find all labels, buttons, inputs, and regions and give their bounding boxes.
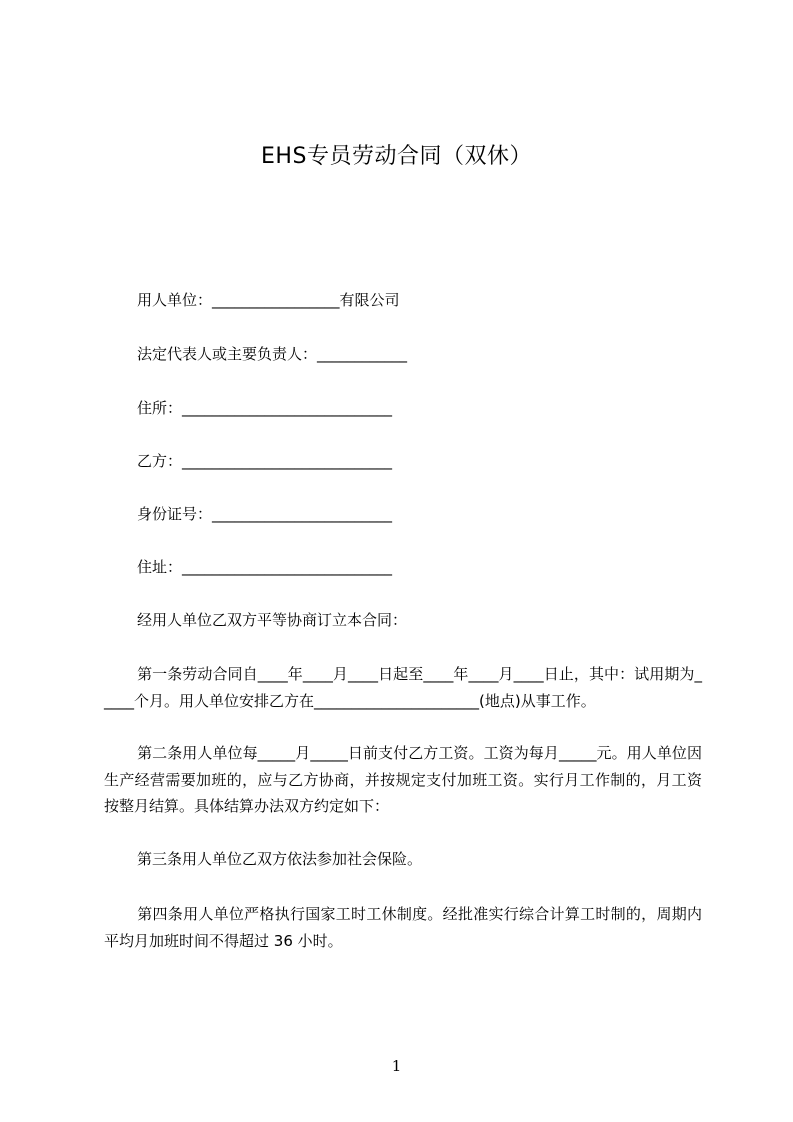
employer-field: 用人单位：_________________有限公司 (137, 291, 400, 309)
article-2 (104, 740, 702, 820)
id-number-field: 身份证号：________________________ (137, 505, 393, 523)
address-field: 住址：____________________________ (137, 558, 393, 576)
party-b-field: 乙方：____________________________ (137, 452, 393, 470)
intro-text: 经用人单位乙双方平等协商订立本合同： (137, 611, 408, 629)
article-4-text: 第四条用人单位严格执行国家工时工休制度。经批准实行综合计算工时制的，周期内平均月加班时间不得超过 36 小时。 (104, 905, 702, 950)
page-number: 1 (391, 1057, 402, 1075)
article-2-text: 第二条用人单位每_____月_____日前支付乙方工资。工资为每月_____元。用人单位因生产经营需要加班的，应与乙方协商，并按规定支付加班工资。实行月工作制的，月工资按整月结算。具体结算办法双方约定如下： (104, 744, 702, 815)
document-title: EHS专员劳动合同（双休） (261, 144, 532, 169)
article-1-text: 第一条劳动合同自____年____月____日起至____年____月____日止，其中：试用期为_____个月。用人单位安排乙方在______________________(地点)从事工作。 (104, 665, 702, 710)
article-4 (104, 901, 702, 954)
article-3-text: 第三条用人单位乙双方依法参加社会保险。 (137, 850, 423, 868)
article-1 (104, 661, 702, 714)
article-3 (104, 846, 702, 873)
legal-representative-field: 法定代表人或主要负责人：____________ (137, 345, 408, 363)
residence-field: 住所：____________________________ (137, 399, 393, 417)
